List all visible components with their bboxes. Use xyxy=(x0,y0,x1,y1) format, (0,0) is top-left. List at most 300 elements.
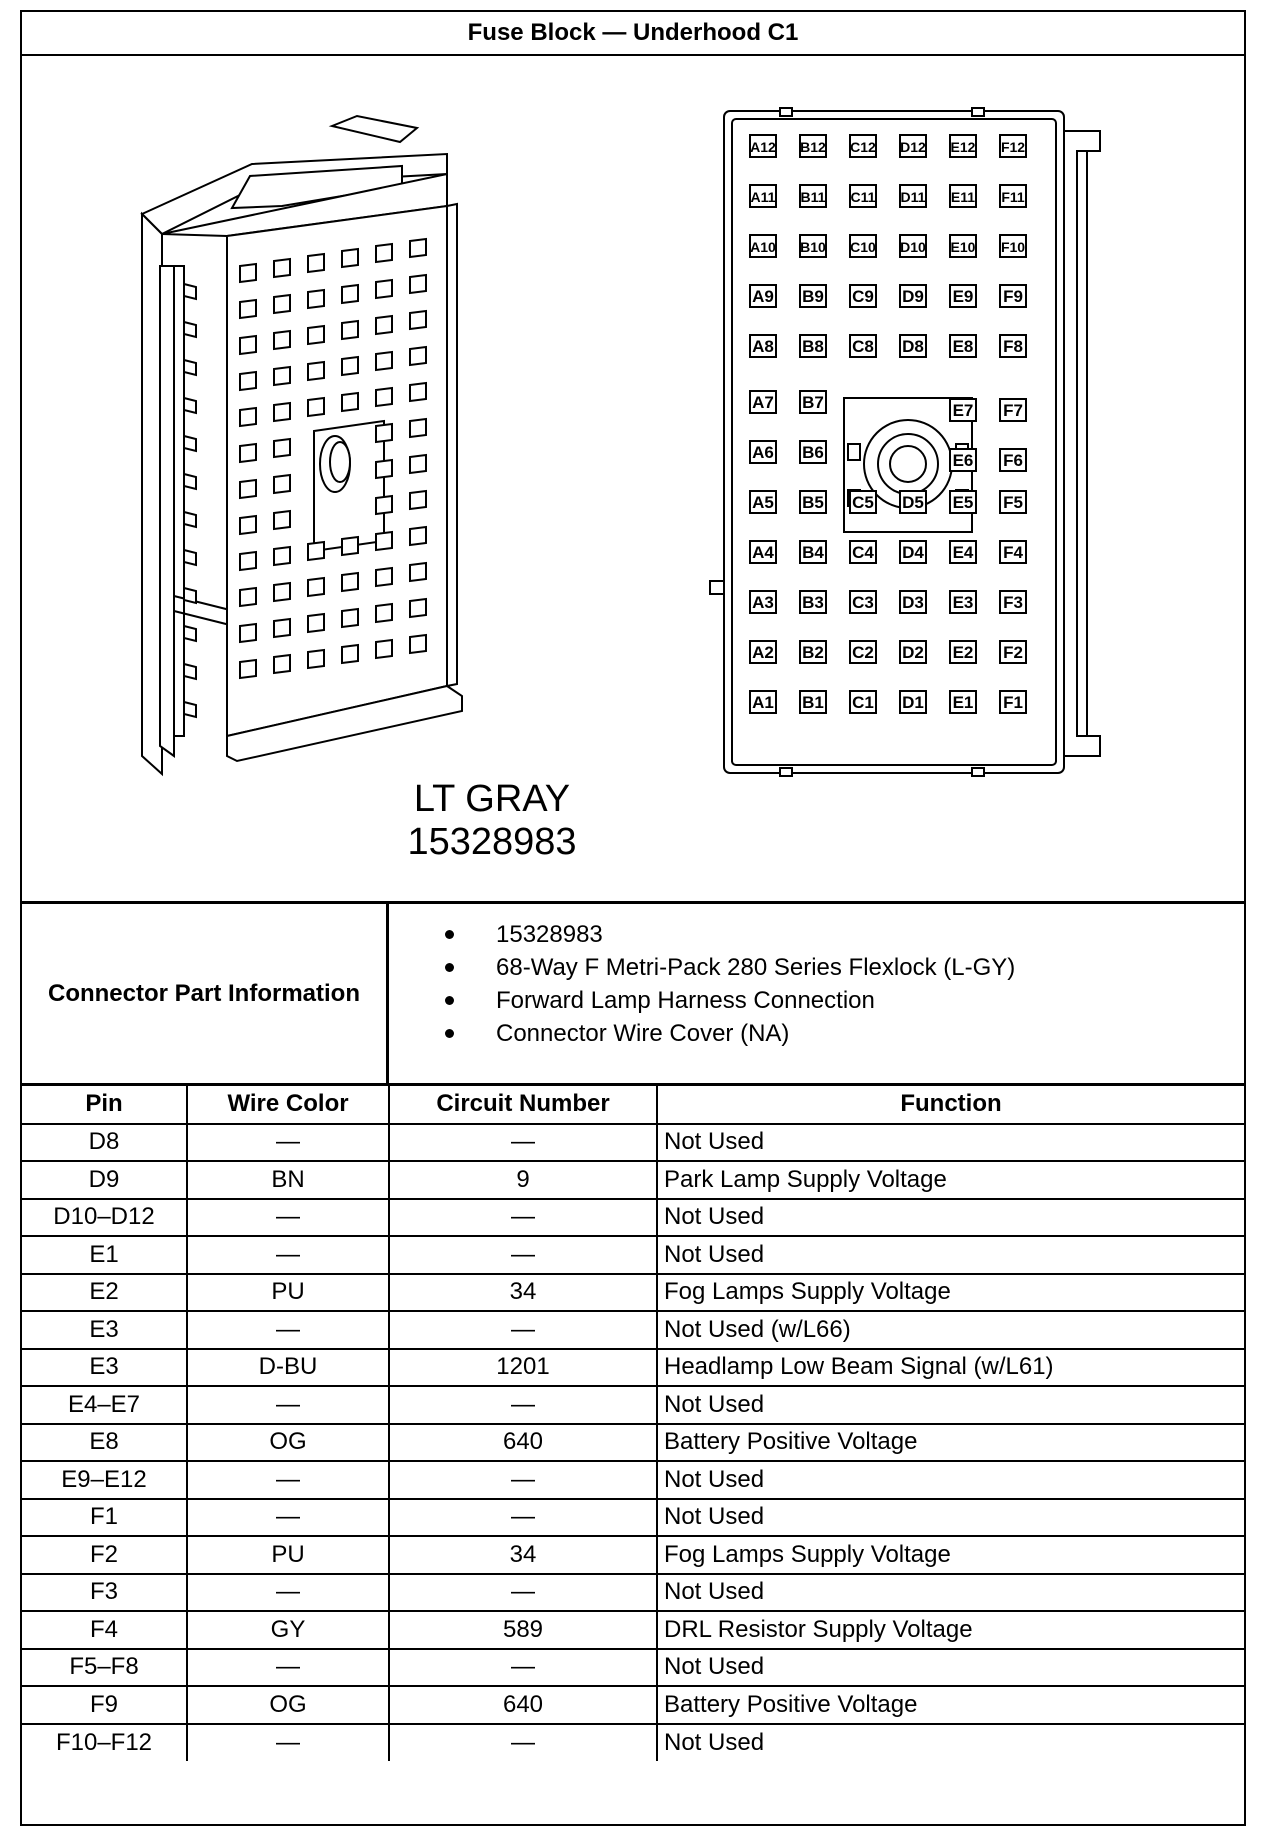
cavity xyxy=(342,249,358,267)
function-cell: Not Used xyxy=(657,1236,1244,1274)
pin-cell: E8 xyxy=(22,1424,187,1462)
cavity xyxy=(410,347,426,365)
wire-color-cell: — xyxy=(187,1124,389,1162)
pin-label xyxy=(800,691,826,713)
pin-label xyxy=(800,441,826,463)
pin-cell: E3 xyxy=(22,1311,187,1349)
circuit-number-cell: 9 xyxy=(389,1161,657,1199)
pin-label-text: B1 xyxy=(802,693,824,712)
table-row xyxy=(22,1536,1244,1574)
pin-label xyxy=(950,491,976,513)
pin-label-text: A4 xyxy=(752,543,774,562)
pin-label xyxy=(1000,591,1026,613)
pin-label-text: E6 xyxy=(952,451,974,470)
cavity xyxy=(376,532,392,550)
pin-cell: F1 xyxy=(22,1499,187,1537)
latch-tab xyxy=(184,474,196,489)
cavity xyxy=(342,537,358,555)
function-cell: Not Used xyxy=(657,1499,1244,1537)
cavity xyxy=(274,259,290,277)
pin-label xyxy=(900,591,926,613)
table-row xyxy=(22,1499,1244,1537)
pin-label xyxy=(850,691,876,713)
latch-tab xyxy=(184,398,196,413)
pin-label-text: E7 xyxy=(952,401,974,420)
pin-label-text: C2 xyxy=(852,643,874,662)
pin-label-text: E11 xyxy=(950,189,976,205)
pin-label-text: C5 xyxy=(852,493,874,512)
wire-color-cell: — xyxy=(187,1199,389,1237)
cavity xyxy=(274,547,290,565)
pin-label-text: E10 xyxy=(950,239,976,255)
pin-label xyxy=(800,641,826,663)
cavity xyxy=(410,599,426,617)
circuit-number-cell: — xyxy=(389,1236,657,1274)
cavity xyxy=(274,367,290,385)
latch-tab xyxy=(184,436,196,451)
pin-label xyxy=(750,185,776,207)
cavity xyxy=(274,331,290,349)
cavity xyxy=(274,619,290,637)
pin-cell: D9 xyxy=(22,1161,187,1199)
pin-label xyxy=(950,135,976,157)
table-row xyxy=(22,1199,1244,1237)
pin-label xyxy=(800,235,826,257)
pin-label xyxy=(900,491,926,513)
latch-tab xyxy=(184,588,196,603)
cavity xyxy=(308,326,324,344)
function-cell: Battery Positive Voltage xyxy=(657,1686,1244,1724)
cavity xyxy=(376,604,392,622)
wire-color-cell: D-BU xyxy=(187,1349,389,1387)
table-row xyxy=(22,1461,1244,1499)
cavity xyxy=(342,645,358,663)
pin-label xyxy=(750,541,776,563)
header-function: Function xyxy=(657,1086,1244,1124)
pin-label xyxy=(800,541,826,563)
circuit-number-cell: — xyxy=(389,1499,657,1537)
cavity xyxy=(376,244,392,262)
circuit-number-cell: — xyxy=(389,1311,657,1349)
connector-part-number-label: 15328983 xyxy=(407,821,577,863)
pin-label xyxy=(950,691,976,713)
pin-label xyxy=(950,235,976,257)
pin-cell: F10–F12 xyxy=(22,1724,187,1762)
pin-label-text: C3 xyxy=(852,593,874,612)
pin-label-text: C10 xyxy=(850,239,876,255)
pin-label xyxy=(750,441,776,463)
table-row xyxy=(22,1161,1244,1199)
function-cell: Fog Lamps Supply Voltage xyxy=(657,1536,1244,1574)
cavity xyxy=(240,516,256,534)
circuit-number-cell: — xyxy=(389,1649,657,1687)
header-pin: Pin xyxy=(22,1086,187,1124)
pin-label-text: D5 xyxy=(902,493,924,512)
pin-table-body xyxy=(22,1124,1244,1762)
info-item: Forward Lamp Harness Connection xyxy=(389,984,1015,1017)
pin-label xyxy=(900,135,926,157)
pin-label-text: B5 xyxy=(802,493,824,512)
cavity xyxy=(274,439,290,457)
pin-label-text: C4 xyxy=(852,543,874,562)
table-row xyxy=(22,1611,1244,1649)
function-cell: Not Used xyxy=(657,1199,1244,1237)
pin-label xyxy=(1000,641,1026,663)
circuit-number-cell: — xyxy=(389,1386,657,1424)
pin-label xyxy=(750,335,776,357)
pin-label xyxy=(750,135,776,157)
cavity xyxy=(376,280,392,298)
cavity xyxy=(376,640,392,658)
wire-color-cell: — xyxy=(187,1649,389,1687)
cavity xyxy=(410,455,426,473)
table-row xyxy=(22,1349,1244,1387)
pin-cell: E4–E7 xyxy=(22,1386,187,1424)
cavity xyxy=(274,295,290,313)
cavity xyxy=(410,491,426,509)
wire-color-cell: — xyxy=(187,1236,389,1274)
pin-label-text: D9 xyxy=(902,287,924,306)
cavity xyxy=(240,372,256,390)
pin-label xyxy=(900,285,926,307)
latch-tab xyxy=(184,284,196,299)
cavity xyxy=(308,362,324,380)
table-row xyxy=(22,1124,1244,1162)
connector-diagram-panel xyxy=(22,56,1244,904)
pin-label-text: D12 xyxy=(900,139,926,155)
circuit-number-cell: — xyxy=(389,1574,657,1612)
pin-label-text: D1 xyxy=(902,693,924,712)
wire-color-cell: — xyxy=(187,1574,389,1612)
function-cell: Headlamp Low Beam Signal (w/L61) xyxy=(657,1349,1244,1387)
pin-label xyxy=(850,135,876,157)
cavity xyxy=(240,444,256,462)
cavity xyxy=(410,311,426,329)
cavity xyxy=(308,290,324,308)
function-cell: DRL Resistor Supply Voltage xyxy=(657,1611,1244,1649)
pin-label xyxy=(900,641,926,663)
circuit-number-cell: 1201 xyxy=(389,1349,657,1387)
cavity xyxy=(308,578,324,596)
pin-label-text: F6 xyxy=(1003,451,1023,470)
pin-label xyxy=(950,285,976,307)
latch-tab xyxy=(184,360,196,375)
pin-label-text: C8 xyxy=(852,337,874,356)
cavity xyxy=(410,635,426,653)
pin-cell: D8 xyxy=(22,1124,187,1162)
pin-label-text: F1 xyxy=(1003,693,1023,712)
pin-label-text: A3 xyxy=(752,593,774,612)
cavity xyxy=(376,388,392,406)
cavity xyxy=(342,321,358,339)
cavity xyxy=(410,239,426,257)
function-cell: Fog Lamps Supply Voltage xyxy=(657,1274,1244,1312)
pin-label-text: A10 xyxy=(750,239,776,255)
connector-drawing xyxy=(22,56,1244,904)
cavity xyxy=(342,393,358,411)
pin-label xyxy=(1000,691,1026,713)
pin-label-text: F2 xyxy=(1003,643,1023,662)
info-item: Connector Wire Cover (NA) xyxy=(389,1017,1015,1050)
cavity xyxy=(342,285,358,303)
pin-label-text: F12 xyxy=(1000,139,1026,155)
pin-label xyxy=(1000,135,1026,157)
circuit-number-cell: 34 xyxy=(389,1536,657,1574)
pin-label-text: C9 xyxy=(852,287,874,306)
cavity xyxy=(410,563,426,581)
pin-label xyxy=(1000,285,1026,307)
pin-cell: F9 xyxy=(22,1686,187,1724)
pin-label xyxy=(850,335,876,357)
pin-label-text: E1 xyxy=(952,693,974,712)
pin-label-text: D10 xyxy=(900,239,926,255)
pin-label xyxy=(950,449,976,471)
wire-color-cell: — xyxy=(187,1499,389,1537)
pin-label xyxy=(800,491,826,513)
cavity xyxy=(308,254,324,272)
pin-label-text: F11 xyxy=(1001,189,1025,205)
latch-tab xyxy=(184,664,196,679)
wire-color-cell: — xyxy=(187,1311,389,1349)
table-row xyxy=(22,1386,1244,1424)
pin-label xyxy=(850,541,876,563)
circuit-number-cell: 640 xyxy=(389,1686,657,1724)
wire-color-cell: — xyxy=(187,1386,389,1424)
pin-label xyxy=(950,399,976,421)
function-cell: Not Used (w/L66) xyxy=(657,1311,1244,1349)
cavity xyxy=(240,336,256,354)
pin-label xyxy=(850,591,876,613)
pin-label xyxy=(1000,185,1026,207)
pin-label xyxy=(800,591,826,613)
circuit-number-cell: — xyxy=(389,1724,657,1762)
pin-label xyxy=(850,641,876,663)
pin-label xyxy=(850,491,876,513)
page-title: Fuse Block — Underhood C1 xyxy=(22,12,1244,56)
function-cell: Not Used xyxy=(657,1574,1244,1612)
pin-cell: E3 xyxy=(22,1349,187,1387)
cavity xyxy=(240,264,256,282)
pin-label-text: D11 xyxy=(900,189,926,205)
pin-label-text: B6 xyxy=(802,443,824,462)
pin-table xyxy=(22,1086,1244,1761)
cavity xyxy=(376,568,392,586)
pin-label-text: B7 xyxy=(802,393,824,412)
pin-label-text: E2 xyxy=(952,643,974,662)
pin-label xyxy=(1000,335,1026,357)
table-row xyxy=(22,1274,1244,1312)
pin-label-text: A2 xyxy=(752,643,774,662)
cavity xyxy=(342,609,358,627)
pin-label-text: B11 xyxy=(800,189,826,205)
function-cell: Not Used xyxy=(657,1649,1244,1687)
pin-label-text: D3 xyxy=(902,593,924,612)
wire-color-cell: PU xyxy=(187,1536,389,1574)
cavity xyxy=(240,588,256,606)
pin-label xyxy=(750,285,776,307)
connector-part-info-list xyxy=(389,918,1015,1050)
pin-label xyxy=(800,285,826,307)
pin-label-text: A7 xyxy=(752,393,774,412)
pin-cell: F3 xyxy=(22,1574,187,1612)
pin-label-text: A11 xyxy=(750,189,776,205)
pin-label xyxy=(800,335,826,357)
pin-cell: F5–F8 xyxy=(22,1649,187,1687)
cavity xyxy=(240,408,256,426)
pin-cell: E9–E12 xyxy=(22,1461,187,1499)
latch-tab xyxy=(184,322,196,337)
pin-label xyxy=(900,235,926,257)
header-wire-color: Wire Color xyxy=(187,1086,389,1124)
pin-label-text: E9 xyxy=(952,287,974,306)
cavity xyxy=(274,655,290,673)
info-item: 15328983 xyxy=(389,918,1015,951)
pin-label-text: A6 xyxy=(752,443,774,462)
pin-label-text: F3 xyxy=(1003,593,1023,612)
pin-label xyxy=(950,641,976,663)
wire-color-cell: OG xyxy=(187,1424,389,1462)
wire-color-cell: GY xyxy=(187,1611,389,1649)
pin-label-text: B10 xyxy=(800,239,826,255)
pin-table-header-row xyxy=(22,1086,1244,1124)
cavity xyxy=(410,419,426,437)
function-cell: Park Lamp Supply Voltage xyxy=(657,1161,1244,1199)
pin-label xyxy=(750,235,776,257)
circuit-number-cell: 589 xyxy=(389,1611,657,1649)
connector-part-info xyxy=(22,904,1244,1086)
pin-label xyxy=(800,391,826,413)
table-row xyxy=(22,1649,1244,1687)
wire-color-cell: — xyxy=(187,1724,389,1762)
pin-label-text: A1 xyxy=(752,693,774,712)
cavity xyxy=(240,552,256,570)
wire-color-cell: — xyxy=(187,1461,389,1499)
function-cell: Battery Positive Voltage xyxy=(657,1424,1244,1462)
table-row xyxy=(22,1724,1244,1762)
pin-label-text: F8 xyxy=(1003,337,1023,356)
connector-latch-tabs xyxy=(184,284,196,717)
pin-label-text: B3 xyxy=(802,593,824,612)
function-cell: Not Used xyxy=(657,1461,1244,1499)
pin-label-text: E8 xyxy=(952,337,974,356)
cavity xyxy=(308,542,324,560)
pin-label-text: C11 xyxy=(850,189,876,205)
pin-label xyxy=(800,135,826,157)
info-item: 68-Way F Metri-Pack 280 Series Flexlock (L-GY) xyxy=(389,951,1015,984)
cavity xyxy=(410,527,426,545)
circuit-number-cell: 34 xyxy=(389,1274,657,1312)
pin-label-text: A8 xyxy=(752,337,774,356)
pin-label xyxy=(900,335,926,357)
pin-label-text: D2 xyxy=(902,643,924,662)
cavity xyxy=(342,573,358,591)
pin-label-text: F4 xyxy=(1003,543,1023,562)
pin-label xyxy=(950,541,976,563)
pin-label-text: F5 xyxy=(1003,493,1023,512)
pin-label xyxy=(950,185,976,207)
pin-label-text: B9 xyxy=(802,287,824,306)
table-row xyxy=(22,1236,1244,1274)
pin-cell: D10–D12 xyxy=(22,1199,187,1237)
pin-label xyxy=(750,591,776,613)
header-circuit-number: Circuit Number xyxy=(389,1086,657,1124)
pin-label-text: A9 xyxy=(752,287,774,306)
pin-label-text: E4 xyxy=(952,543,974,562)
pin-label xyxy=(1000,541,1026,563)
function-cell: Not Used xyxy=(657,1386,1244,1424)
wire-color-cell: OG xyxy=(187,1686,389,1724)
pin-label xyxy=(1000,235,1026,257)
table-row xyxy=(22,1574,1244,1612)
pin-label xyxy=(1000,491,1026,513)
circuit-number-cell: — xyxy=(389,1461,657,1499)
cavity xyxy=(376,316,392,334)
cavity xyxy=(240,660,256,678)
cavity xyxy=(410,275,426,293)
pin-label-text: B12 xyxy=(800,139,826,155)
pin-label xyxy=(750,691,776,713)
pin-label-text: E3 xyxy=(952,593,974,612)
cavity xyxy=(240,624,256,642)
pin-label-text: E5 xyxy=(952,493,974,512)
circuit-number-cell: — xyxy=(389,1124,657,1162)
connector-sheet xyxy=(20,10,1246,1826)
pin-label-text: A12 xyxy=(750,139,776,155)
pin-label xyxy=(850,285,876,307)
cavity xyxy=(376,496,392,514)
cavity xyxy=(308,398,324,416)
pin-label-text: B4 xyxy=(802,543,824,562)
pin-label xyxy=(900,691,926,713)
wire-color-cell: PU xyxy=(187,1274,389,1312)
cavity xyxy=(240,480,256,498)
cavity xyxy=(308,614,324,632)
function-cell: Not Used xyxy=(657,1124,1244,1162)
function-cell: Not Used xyxy=(657,1724,1244,1762)
cavity xyxy=(376,424,392,442)
cavity xyxy=(274,403,290,421)
pin-label xyxy=(900,185,926,207)
pin-label xyxy=(750,641,776,663)
pin-label-text: B8 xyxy=(802,337,824,356)
pin-label xyxy=(950,335,976,357)
pin-label xyxy=(750,391,776,413)
cavity xyxy=(376,460,392,478)
pin-label-text: A5 xyxy=(752,493,774,512)
pin-label-text: F7 xyxy=(1003,401,1023,420)
pin-label xyxy=(950,591,976,613)
pin-label xyxy=(750,491,776,513)
connector-color-label: LT GRAY xyxy=(413,778,571,820)
latch-tab xyxy=(184,550,196,565)
pin-cell: F4 xyxy=(22,1611,187,1649)
cavity xyxy=(308,650,324,668)
pin-cell: E2 xyxy=(22,1274,187,1312)
pin-label-text: E12 xyxy=(950,139,976,155)
cavity xyxy=(342,357,358,375)
pin-label-text: D4 xyxy=(902,543,924,562)
table-row xyxy=(22,1686,1244,1724)
cavity xyxy=(274,583,290,601)
table-row xyxy=(22,1311,1244,1349)
cavity xyxy=(410,383,426,401)
pin-label xyxy=(1000,399,1026,421)
pin-label xyxy=(850,185,876,207)
connector-part-info-label: Connector Part Information xyxy=(22,904,389,1083)
pin-label xyxy=(1000,449,1026,471)
circuit-number-cell: 640 xyxy=(389,1424,657,1462)
pin-label-text: F9 xyxy=(1003,287,1023,306)
